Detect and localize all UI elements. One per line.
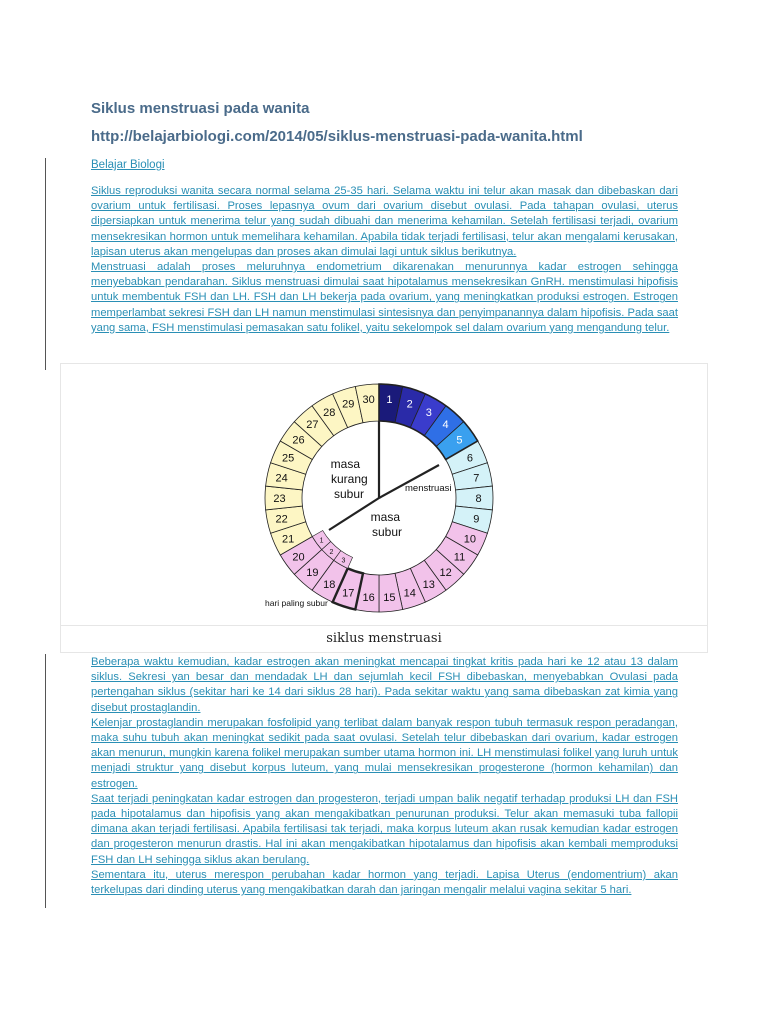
inner-day-label: 3 — [341, 557, 346, 565]
day-label: 16 — [362, 591, 375, 604]
figure-caption-bar — [61, 625, 707, 652]
source-link[interactable]: Belajar Biologi — [91, 159, 165, 171]
day-label: 25 — [281, 452, 295, 465]
page-title: Siklus menstruasi pada wanita — [91, 100, 310, 117]
paragraph[interactable]: Beberapa waktu kemudian, kadar estrogen akan meningkat mencapai tingkat kritis pada hari ke 12 atau 13 dalam siklus. Sekresi yan besar dan mendadak LH dan sejumlah kecil FSH dibebaskan, menyebabkan Ovulasi pada pertengahan siklus (sekitar hari ke 14 dari siklus 28 hari). Pada sekitar waktu yang sama dibebaskan zat kimia yang disebut prostaglandin. — [91, 656, 678, 714]
inner-day-label: 2 — [329, 548, 334, 556]
day-label: 2 — [406, 398, 413, 411]
day-label: 10 — [463, 533, 477, 546]
day-label: 12 — [439, 566, 452, 579]
intro-text[interactable] — [91, 184, 678, 336]
zone-label-masa-subur: masa subur — [370, 510, 403, 539]
left-margin-rule-bottom — [45, 654, 46, 908]
main-text[interactable] — [91, 655, 678, 898]
day-label: 18 — [323, 579, 336, 592]
day-label: 6 — [466, 452, 473, 465]
zone-label-masa-kurang-subur: masa kurang subur — [330, 457, 368, 501]
day-label: 4 — [442, 419, 449, 432]
day-label: 28 — [323, 406, 336, 419]
day-label: 19 — [306, 566, 319, 579]
inner-day-label: 1 — [319, 537, 324, 545]
day-label: 13 — [422, 579, 435, 592]
left-margin-rule-top — [45, 158, 46, 370]
day-label: 30 — [362, 394, 375, 407]
day-label: 21 — [281, 533, 295, 546]
day-label: 26 — [292, 434, 305, 447]
day-label: 23 — [273, 493, 286, 505]
day-label: 22 — [275, 513, 288, 526]
day-label: 1 — [386, 394, 393, 407]
cycle-diagram — [61, 364, 709, 626]
paragraph[interactable]: Menstruasi adalah proses meluruhnya endometrium dikarenakan menurunnya kadar estrogen sehingga menyebabkan pendarahan. Siklus menstruasi dimulai saat hipotalamus mensekresikan GnRH. menstimulasi hipofisis untuk membentuk FSH dan LH. FSH dan LH bekerja pada ovarium, yang meningkatkan produksi estrogen. Estrogen memperlambat sekresi FSH dan LH namun menstimulasi sintesisnya dan penyimpanannya dalam hipofisis. Pada saat yang sama, FSH menstimulasi pemasakan satu folikel, yaitu sekelompok sel dalam ovarium yang mengandung telur. — [91, 261, 678, 334]
day-label: 20 — [292, 551, 305, 564]
day-label: 29 — [342, 398, 355, 411]
day-label: 17 — [342, 587, 355, 600]
zone-label-menstruasi: menstruasi — [405, 483, 452, 494]
paragraph[interactable]: Kelenjar prostaglandin merupakan fosfolipid yang terlibat dalam banyak respon tubuh termasuk respon peradangan, maka suhu tubuh akan meningkat sedikit pada saat ovulasi. Setelah telur dibebaskan dari ovarium, kadar estrogen akan menurun, mungkin karena folikel merupakan sumber utama hormon ini. LH menstimulasi folikel yang luruh untuk menjadi struktur yang disebut korpus luteum, yang mulai mensekresikan progesterone (hormon kehamilan) dan estrogen. — [91, 716, 678, 790]
day-label: 9 — [473, 513, 480, 526]
day-label: 8 — [475, 493, 482, 505]
hari-paling-subur-label: hari paling subur — [265, 598, 328, 608]
figure-caption: siklus menstruasi — [326, 631, 442, 646]
source-url[interactable]: http://belajarbiologi.com/2014/05/siklus-menstruasi-pada-wanita.html — [91, 128, 583, 145]
day-label: 14 — [403, 587, 416, 600]
day-label: 15 — [383, 591, 396, 604]
day-label: 27 — [306, 419, 319, 432]
day-label: 24 — [275, 472, 288, 485]
paragraph[interactable]: Sementara itu, uterus merespon perubahan kadar hormon yang terjadi. Lapisa Uterus (endomentrium) akan terkelupas dari dinding uterus yang mengakibatkan darah dan jaringan mengalir melalui vagina sekitar 5 hari. — [91, 868, 678, 897]
figure-box — [60, 363, 708, 653]
day-label: 7 — [473, 472, 480, 485]
day-label: 5 — [456, 434, 463, 447]
paragraph[interactable]: Siklus reproduksi wanita secara normal selama 25-35 hari. Selama waktu ini telur akan masak dan dibebaskan dari ovarium untuk fertilisasi. Proses lepasnya ovum dari ovarium disebut ovulasi. Pada tahapan ovulasi, uterus dipersiapkan untuk menerima telur yang sudah dibuahi dan menerima kehamilan. Setelah fertilisasi terjadi, ovarium mensekresikan hormon untuk memelihara kehamilan. Apabila tidak terjadi fertilisasi, telur akan mengalami kerusakan, lapisan uterus akan mengelupas dan proses akan dimulai lagi untuk siklus berikutnya. — [91, 185, 678, 258]
day-label: 11 — [453, 551, 466, 564]
day-label: 3 — [425, 406, 432, 419]
paragraph[interactable]: Saat terjadi peningkatan kadar estrogen dan progesteron, terjadi umpan balik negatif terhadap produksi LH dan FSH pada hipotalamus dan hipofisis yang akan mengakibatkan penurunan produksi. Telur akan memasuki tuba fallopii dimana akan terjadi fertilisasi. Apabila fertilisasi tak terjadi, maka korpus luteum akan rusak kemudian kadar estrogen dan progesteron menurun drastis. Hal ini akan mengakibatkan hipotalamus dan hipofisis akan kembali memproduksi FSH dan LH sehingga siklus akan berulang. — [91, 792, 678, 866]
